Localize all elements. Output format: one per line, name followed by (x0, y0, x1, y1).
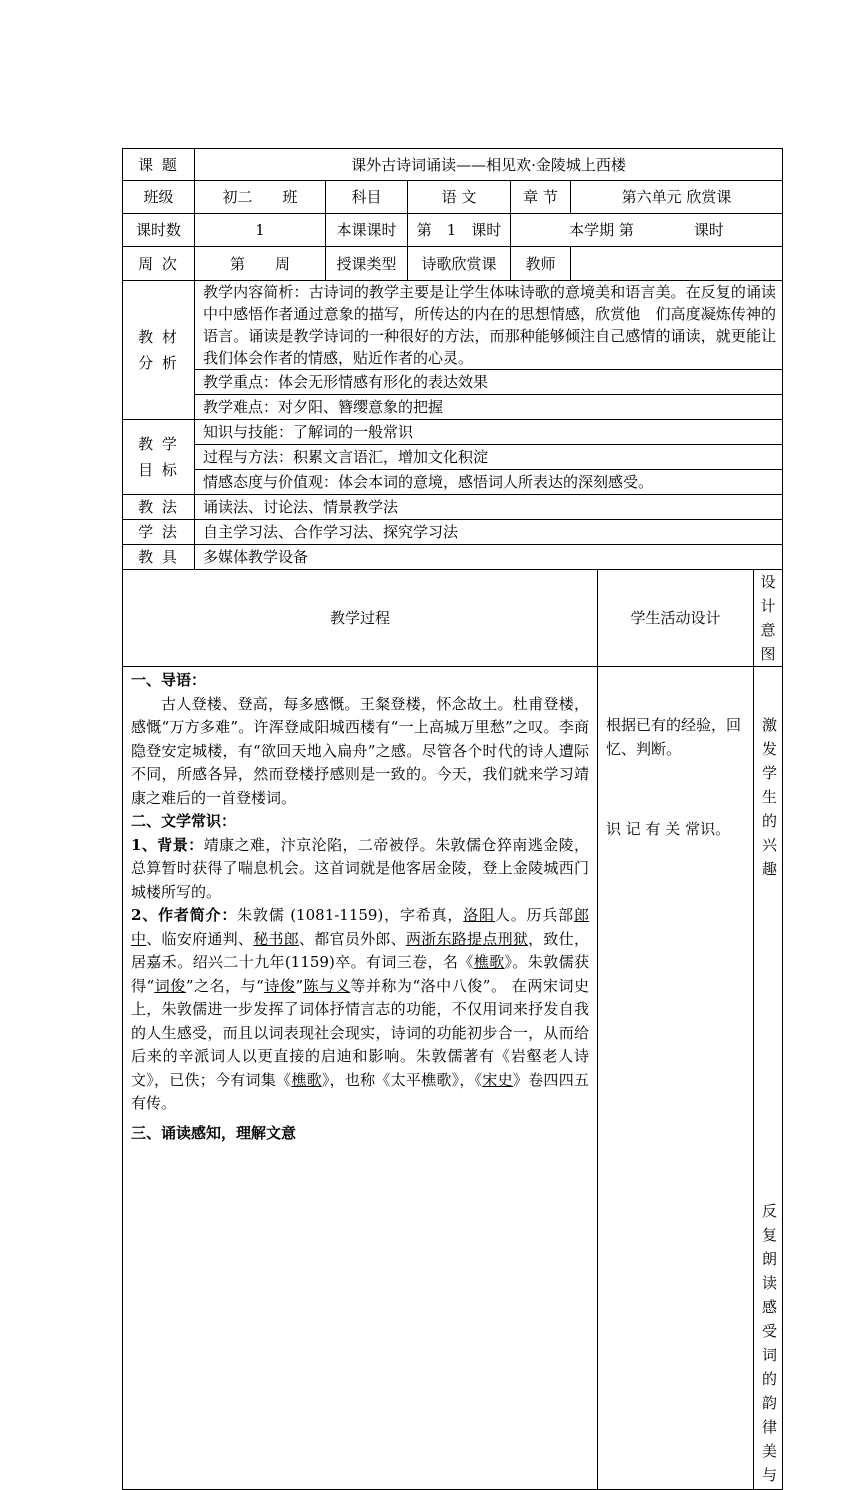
teaching-method-row (123, 495, 783, 520)
intro-title: 一、导语： (131, 671, 207, 689)
chapter-label: 章 节 (511, 181, 571, 214)
week-label: 周 次 (123, 247, 195, 281)
week-value: 第 周 (195, 247, 326, 281)
goal-row-3 (123, 470, 783, 495)
material-label: 教 材 分 析 (123, 281, 195, 420)
link-cijun[interactable]: 词俊 (154, 976, 186, 995)
class-label: 班级 (123, 181, 195, 214)
background-text: 靖康之难，汴京沦陷，二帝被俘。朱敦儒仓猝南逃金陵，总算暂时获得了喘息机会。这首词就是他客居金陵，登上金陵城西门城楼所写的。 (131, 835, 589, 901)
author-text: ，致仕，居嘉禾。绍兴二十九年(1159)卒。有词三卷，名《 (131, 929, 589, 971)
lesson-plan-sheet (122, 148, 782, 1490)
link-langzhong[interactable]: 郎中 (131, 906, 589, 948)
author-text: ”之名，与“ (185, 976, 264, 995)
topic-value: 课外古诗词诵读——相见欢·金陵城上西楼 (195, 149, 783, 181)
intro-text: 古人登楼、登高，每多感慨。王粲登楼，怀念故土。杜甫登楼，感慨“万方多难”。许浑登咸阳城西楼有“一上高城万里愁”之叹。李商隐登安定城楼，有“欲回天地入扁舟”之感。尽管各个时代的诗人遭际不同，所感各异，然而登楼抒感则是一致的。今天，我们就来学习靖康之难后的一首登楼词。 (131, 694, 589, 807)
author-label: 2、作者简介： (131, 906, 238, 924)
author-text: 》卷四四五有传。 (131, 1070, 589, 1112)
lesson-plan-table (122, 148, 783, 1490)
this-lesson-label: 本课课时 (326, 214, 408, 247)
author-text: 》，也称《太平樵歌》，《 (321, 1070, 483, 1089)
author-text: 》。朱敦儒获得“ (131, 953, 589, 995)
teaching-method-value: 诵读法、讨论法、情景教学法 (195, 495, 783, 520)
this-lesson-value: 第 1 课时 (408, 214, 511, 247)
process-header-row (123, 570, 783, 667)
subject-value: 语 文 (408, 181, 511, 214)
author-text: 人。历兵部 (494, 906, 574, 924)
link-shijun[interactable]: 诗俊 (263, 976, 296, 995)
author-text: 等并称为“洛中八俊”。 在两宋词史上，朱敦儒进一步发挥了词体抒情言志的功能，不仅用词来抒发自我的人生感受，而且以词表现社会现实，诗词的功能初步合一，从而给后来的辛派词人以更直接的启迪和影响。朱敦儒著有《岩壑老人诗文》，已佚；今有词集《 (131, 976, 589, 1089)
teaching-method-label: 教 法 (123, 495, 195, 520)
link-songshi[interactable]: 宋史 (482, 1070, 513, 1089)
author-paragraph (131, 904, 589, 1116)
class-value: 初二 班 (195, 181, 326, 214)
lesson-type-value: 诗歌欣赏课 (408, 247, 511, 281)
learning-method-row (123, 520, 783, 545)
recitation-title: 三、诵读感知，理解文意 (131, 1123, 297, 1142)
student-activity-2: 识 记 有 关 常识。 (606, 820, 731, 838)
link-qiaoge-2[interactable]: 樵歌 (291, 1070, 322, 1089)
background-paragraph (131, 834, 589, 905)
process-body-row (123, 667, 783, 1490)
link-mishulang[interactable]: 秘书郎 (253, 929, 300, 948)
lesson-type-label: 授课类型 (326, 247, 408, 281)
class-row (123, 181, 783, 214)
material-summary: 教学内容简析：古诗词的教学主要是让学生体味诗歌的意境美和语言美。在反复的诵读中中感悟作者通过意象的描写，所传达的内在的思想情感，欣赏他 们高度凝炼传神的语言。诵读是教学诗词的一种很好的方法，而那种能够倾注自己感情的诵读，就更能让我们体会作者的情感，贴近作者的心灵。 (195, 281, 783, 370)
teaching-tools-label: 教 具 (123, 545, 195, 570)
goals-label: 教 学 目 标 (123, 420, 195, 495)
key-point-row (123, 370, 783, 395)
link-chenyuyi[interactable]: 陈与义 (303, 976, 351, 995)
link-qiaoge[interactable]: 樵歌 (473, 953, 505, 971)
teacher-label: 教师 (511, 247, 571, 281)
topic-row (123, 149, 783, 181)
author-text: ” (295, 976, 304, 995)
teaching-tools-row (123, 545, 783, 570)
goal-row-2 (123, 445, 783, 470)
periods-value: 1 (195, 214, 326, 247)
period-row (123, 214, 783, 247)
design-intent-1: 激发学生的兴趣 (762, 716, 778, 878)
goal-process: 过程与方法：积累文言语汇，增加文化积淀 (195, 445, 783, 470)
author-text: 、都官员外郎、 (299, 929, 406, 948)
design-intent-header: 设计意图 (754, 570, 783, 667)
goal-knowledge: 知识与技能：了解词的一般常识 (195, 420, 783, 445)
student-activity-cell (598, 667, 754, 1490)
material-summary-row (123, 281, 783, 370)
literary-knowledge-title: 二、文学常识： (131, 812, 237, 830)
topic-label: 课 题 (123, 149, 195, 181)
process-content (123, 667, 598, 1490)
key-point: 教学重点：体会无形情感有形化的表达效果 (195, 370, 783, 395)
student-activity-header: 学生活动设计 (598, 570, 754, 667)
design-intent-cell (754, 667, 783, 1490)
periods-label: 课时数 (123, 214, 195, 247)
author-text: 、临安府通判、 (146, 929, 254, 948)
learning-method-value: 自主学习法、合作学习法、探究学习法 (195, 520, 783, 545)
link-luoyang[interactable]: 洛阳 (463, 906, 495, 924)
author-text: 朱敦儒 (1081-1159)，字希真， (237, 906, 464, 924)
process-header: 教学过程 (123, 570, 598, 667)
teacher-value (571, 247, 783, 281)
week-row (123, 247, 783, 281)
design-intent-2: 反复朗读感受词的韵律美与 (762, 1202, 778, 1484)
subject-label: 科目 (326, 181, 408, 214)
student-activity-1: 根据已有的经验，回忆、判断。 (606, 716, 742, 758)
chapter-value: 第六单元 欣赏课 (571, 181, 783, 214)
teaching-tools-value: 多媒体教学设备 (195, 545, 783, 570)
difficulty-row (123, 395, 783, 420)
background-label: 1、背景： (131, 835, 204, 854)
goal-emotion: 情感态度与价值观：体会本词的意境，感悟词人所表达的深刻感受。 (195, 470, 783, 495)
goal-row-1 (123, 420, 783, 445)
difficulty: 教学难点：对夕阳、簪缨意象的把握 (195, 395, 783, 420)
semester-period: 本学期 第 课时 (511, 214, 783, 247)
learning-method-label: 学 法 (123, 520, 195, 545)
link-tixing[interactable]: 两浙东路提点刑狱 (405, 929, 529, 948)
